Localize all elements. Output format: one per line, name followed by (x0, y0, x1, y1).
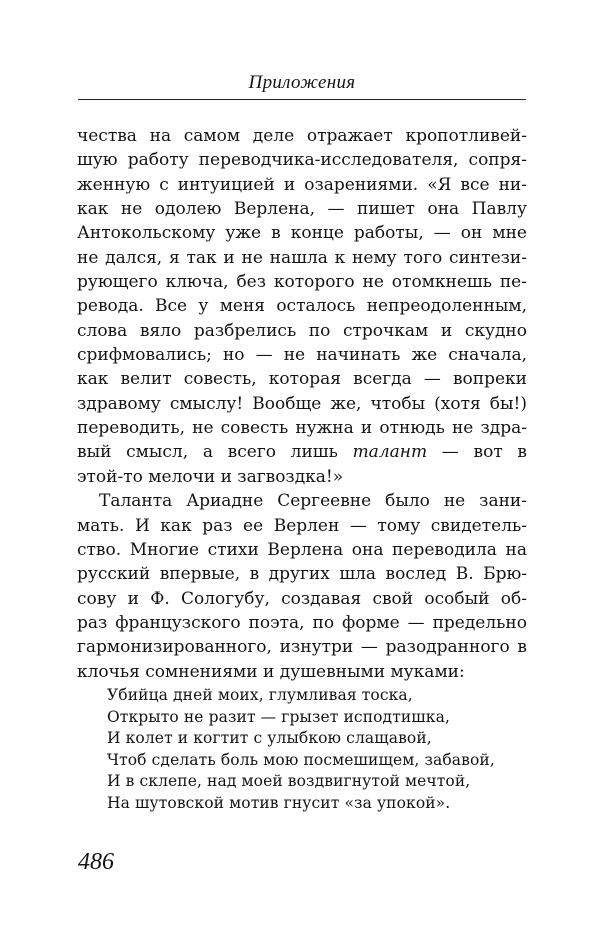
text-line: раз французского поэта, по форме — предельно (77, 612, 527, 633)
text-line: этой-то мелочи и загвоздка!» (77, 466, 344, 487)
text-line: гармонизированного, изнутри — разодранного в (77, 637, 527, 658)
text-line: переводить, не совесть нужна и отнюдь не здра- (77, 418, 527, 439)
text-line-indented: Таланта Ариадне Сергеевне было не зани- (99, 491, 527, 512)
poem-quote (107, 685, 495, 815)
poem-line: На шутовской мотив гнусит «за упокой». (107, 793, 451, 812)
text-line: как велит совесть, которая всегда — вопреки (77, 369, 527, 390)
text-line: не дался, я так и не нашла к нему того синтези- (77, 247, 527, 268)
body-text (77, 124, 527, 684)
text-line: женную с интуицией и озарениями. «Я все ни- (77, 174, 527, 195)
poem-line: Убийца дней моих, глумливая тоска, (107, 686, 413, 704)
poem-line: Открыто не разит — грызет исподтишка, (107, 707, 450, 726)
text-fragment: вый смысл, а всего лишь (77, 442, 353, 463)
text-line: мать. И как раз ее Верлен — тому свидетель- (77, 515, 527, 536)
poem-line: И колет и когтит с улыбкою слащавой, (107, 729, 432, 748)
text-line: здравому смыслу! Вообще же, чтобы (хотя бы!) (77, 393, 527, 414)
text-line: клочья сомнениями и душевными муками: (77, 661, 465, 682)
text-line: чества на самом деле отражает кропотливей- (77, 126, 527, 146)
text-line: ревода. Все у меня осталось непреодоленным, (77, 296, 527, 317)
poem-line: Чтоб сделать боль мою посмешищем, забавой, (107, 750, 495, 769)
poem-line: И в склепе, над моей воздвигнутой мечтой, (107, 772, 471, 791)
text-line: слова вяло разбрелись по строчкам и скудно (77, 320, 527, 341)
text-line: срифмовались; но — не начинать же сначала, (77, 345, 527, 366)
text-line: как не одолею Верлена, — пишет она Павлу (77, 199, 527, 220)
header-rule (78, 99, 526, 100)
text-line: Антокольскому уже в конце работы, — он мне (77, 223, 527, 244)
text-line: ство. Многие стихи Верлена она переводила на (77, 539, 527, 560)
italic-emphasis: талант (352, 442, 428, 463)
page-number: 486 (78, 849, 114, 875)
text-line: шую работу переводчика-исследователя, сопря- (77, 150, 527, 171)
text-line: русский впервые, в других шла вослед В. Брю- (77, 564, 527, 585)
text-fragment: — вот в (427, 442, 527, 463)
text-line: сову и Ф. Сологубу, создавая свой особый об- (77, 588, 527, 609)
text-line-with-italic (77, 440, 527, 464)
text-line: рующего ключа, без которого не отомкнешь пе- (77, 272, 527, 293)
running-head: Приложения (248, 72, 356, 93)
